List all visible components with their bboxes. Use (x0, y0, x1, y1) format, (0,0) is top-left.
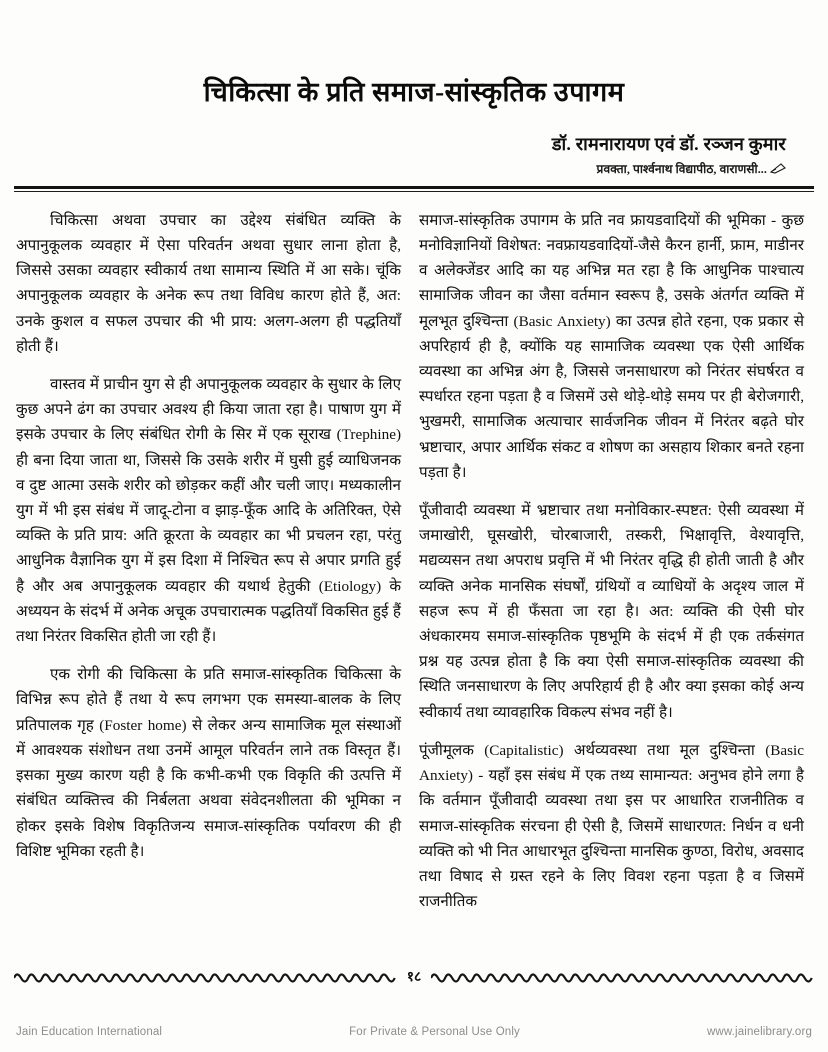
paragraph: एक रोगी की चिकित्सा के प्रति समाज-सांस्कृतिक चिकित्सा के विभिन्न रूप होते हैं तथा ये रूप लगभग एक समस्या-बालक के लिए प्रतिपालक गृह (Foster home) से लेकर अन्य सामाजिक मूल संस्थाओं में आवश्यक संशोधन तथा उनमें आमूल परिवर्तन लाने तक विस्तृत हैं। इसका मुख्य कारण यही है कि कभी-कभी एक विकृति की उत्पत्ति में संबंधित व्यक्तित्त्व की निर्बलता अथवा संवेदनशीलता की भूमिका न होकर इसके विशेष विकृतिजन्य समाज-सांस्कृतिक पर्यावरण की ही विशिष्ट भूमिका रहती है। (16, 666, 401, 860)
paragraph: समाज-सांस्कृतिक उपागम के प्रति नव फ्रायडवादियों की भूमिका - कुछ मनोविज्ञानियों विशेषत: नवफ्रायडवादियों-जैसे कैरन हार्नी, फ्राम, माडीनर व अलेक्जेंडर आदि का यह अभिन्न मत रहा है कि आधुनिक पाश्चात्य सामाजिक जीवन का जैसा वर्तमान स्वरूप है, उसके अंतर्गत व्यक्ति में मूलभूत दुश्चिन्ता (Basic Anxiety) का उत्पन्न होते रहना, एक प्रकार से अपरिहार्य ही है, क्योंकि यह सामाजिक व्यवस्था एक ऐसी आर्थिक व्यवस्था का अभिन्न अंग है, जिससे जनसाधारण को निरंतर संघर्षरत व स्पर्धारत रहना पड़ता है व जिसमें उसे थोड़े-थोड़े समय पर ही बेरोजगारी, भुखमरी, सामाजिक अत्याचार सार्वजनिक जीवन में निरंतर बढ़ते घोर भ्रष्टाचार, अपार आर्थिक संकट व शोषण का असहाय शिकार बनते रहना पड़ता है। (419, 211, 804, 481)
author-affiliation: प्रवक्ता, पार्श्वनाथ विद्यापीठ, वाराणसी... (596, 161, 767, 176)
page-number: १८ (406, 970, 422, 985)
two-column-body (16, 208, 812, 927)
decorative-border-left (14, 970, 397, 984)
page-title: चिकित्सा के प्रति समाज-सांस्कृतिक उपागम (203, 77, 625, 108)
paragraph: पूंजीमूलक (Capitalistic) अर्थव्यवस्था तथा मूल दुश्चिन्ता (Basic Anxiety) - यहाँ इस संबंध में एक तथ्य सामान्यत: अनुभव होने लगा है कि वर्तमान पूँजीवादी व्यवस्था तथा इस पर आधारित राजनीतिक व समाज-सांस्कृतिक संरचना ही ऐसी है, जिसमें साधारणत: निर्धन व धनी व्यक्ति को भी नित आधारभूत दुश्चिन्ता मानसिक कुण्ठा, विरोध, अवसाद तथा विषाद से ग्रस्त रहने के लिए विवश रहना पड़ता है व जिसमें राजनीतिक (419, 741, 804, 911)
divider-thick-line (14, 186, 814, 189)
decorative-border-right (431, 970, 814, 984)
header-divider (14, 186, 814, 192)
divider-thin-line (14, 191, 814, 192)
author-affiliation-row (0, 160, 786, 177)
footer-right-link[interactable]: www.jainelibrary.org (706, 1026, 812, 1038)
left-column (16, 208, 401, 877)
page-footer (0, 1026, 828, 1038)
byline (0, 132, 828, 177)
paragraph: चिकित्सा अथवा उपचार का उद्देश्य संबंधित व्यक्ति के अपानुकूलक व्यवहार में ऐसा परिवर्तन अथवा सुधार लाना होता है, जिससे उसका व्यवहार स्वीकार्य तथा सामान्य स्थिति में आ सके। चूंकि अपानुकूलक व्यवहार के अनेक रूप तथा विविध कारण होते हैं, अत: उनके कुशल व सफल उपचार की भी प्राय: अलग-अलग ही पद्धतियाँ होती हैं। (16, 211, 401, 355)
folio-border-row (14, 967, 814, 986)
author-names: डॉ. रामनारायण एवं डॉ. रञ्जन कुमार (551, 133, 786, 154)
paragraph: वास्तव में प्राचीन युग से ही अपानुकूलक व्यवहार के सुधार के लिए कुछ अपने ढंग का उपचार अवश्य ही किया जाता रहा है। पाषाण युग में इसके उपचार के लिए संबंधित रोगी के सिर में एक सूराख (Trephine) ही बना दिया जाता था, जिससे कि उसके शरीर में घुसी हुई व्याधिजनक व दुष्ट आत्मा उसके शरीर को छोड़कर कहीं और चली जाए। मध्यकालीन युग में भी इस संबंध में जादू-टोना व झाड़-फूँक आदि के अतिरिक्त, ऐसे व्यक्ति के प्रति प्राय: अति क्रूरता के व्यवहार का भी प्रचलन रहा, परंतु आधुनिक वैज्ञानिक युग में इस दिशा में निश्चित रूप से अपार प्रगति हुई है और अब अपानुकूलक व्यवहार की यथार्थ हेतुकी (Etiology) के अध्ययन के संदर्भ में अनेक अचूक उपचारात्मक पद्धतियाँ विकसित हुई हैं तथा निरंतर विकसित होती जा रही हैं। (16, 376, 401, 646)
pen-nib-icon (770, 163, 786, 174)
footer-left-text: Jain Education International (16, 1026, 163, 1038)
right-column (419, 208, 804, 927)
paragraph: पूँजीवादी व्यवस्था में भ्रष्टाचार तथा मनोविकार-स्पष्टत: ऐसी व्यवस्था में जमाखोरी, घूसखोरी, चोरबाजारी, तस्करी, भिक्षावृत्ति, वेश्यावृत्ति, मद्यव्यसन तथा अपराध प्रवृत्ति में भी निरंतर वृद्धि ही होती जाती है और व्यक्ति अनेक मानसिक संघर्षों, ग्रंथियों व व्याधियों के अदृश्य जाल में सहज रूप में ही फँसता जा रहा है। अत: व्यक्ति की ऐसी घोर अंधकारमय समाज-सांस्कृतिक पृष्ठभूमि के संदर्भ में ही एक तर्कसंगत प्रश्न यह उत्पन्न होता है कि क्या ऐसी समाज-सांस्कृतिक व्यवस्था की स्थिति जनसाधारण के लिए अपरिहार्य ही है और क्या इसका कोई अन्य स्वीकार्य तथा व्यावहारिक विकल्प संभव नहीं है। (419, 502, 804, 721)
footer-center-text: For Private & Personal Use Only (349, 1026, 520, 1038)
